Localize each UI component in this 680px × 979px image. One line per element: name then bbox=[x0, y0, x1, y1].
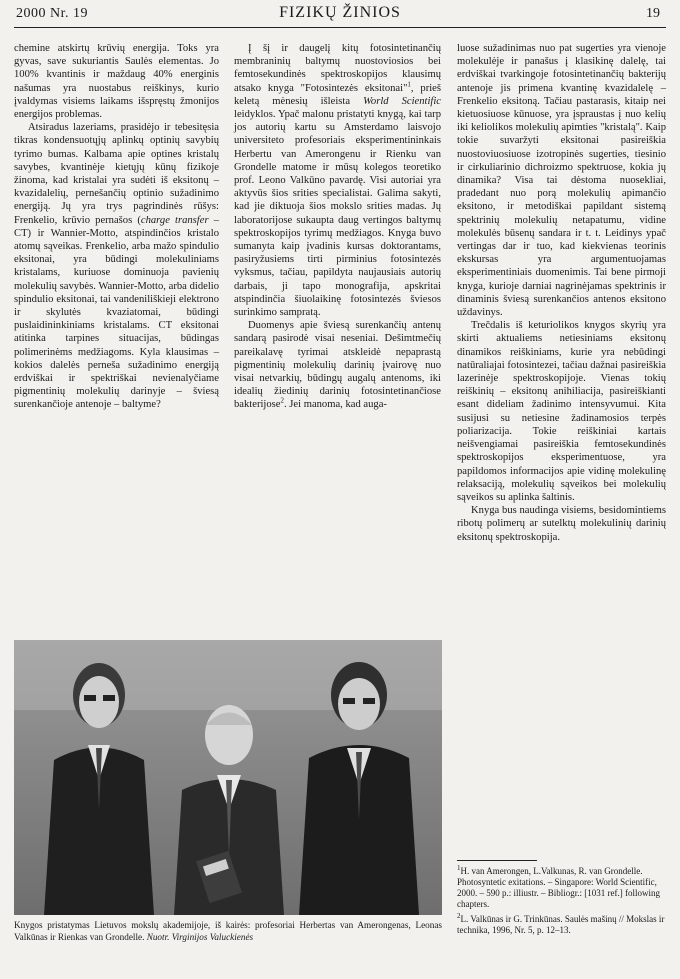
footnote-1-text: H. van Amerongen, L.Valkunas, R. van Grondelle. Photosyntetic exitations. – Singapore: World Scientific, 2000. – 590 p.: illiustr. – Bibliogr.: [1031 ref.] following chapters. bbox=[457, 866, 660, 909]
footnote-ref-1: 1 bbox=[407, 80, 411, 89]
col1-paragraph-1: chemine atskirtų krūvių energija. Toks yra gyvas, save sukuriantis Saulės elementas. Jo 100% kvantinis ir maždaug 40% energinis našumas yra nuostabus reiškinys, kurio įvaldymas visiems laikams išspręstų žmonijos energijos problemas. bbox=[14, 43, 219, 121]
column-1 bbox=[14, 42, 219, 412]
col1-p2-text-a: Atsiradus lazeriams, prasidėjo ir tebesitęsia tikras kondensuotųjų aplinkų optinių savybių tyrimo bumas. Kalbama apie optines kristalų savybes, kvantinėje kietųjų kūnų fizikoje žinoma, kad kristalai yra sudėti iš eksitonų – kvazidalelių, pernešančių optinio sužadinimo energiją. Jų yra trys pagrindinės rūšys: Frenkelio, krūvio pernašos ( bbox=[14, 122, 219, 226]
col2-p1-text-c: leidyklos. Ypač malonu pristatyti knygą, kai tarp jos autorių kartu su Amsterdamo laisvojo universiteto profesoriais eksperimentininkais Herbertu van Amerongenu ir Rienku van Grondelle matome ir mūsų kolegos teoretiko prof. Leono Valkūno pavardę. Visi autoriai yra aktyvūs šios srities specialistai. Galima sakyti, kad jie diktuoja šios mokslo srities madas. Jų laboratorijose sukaupta daug vertingos baltymų spektroskopijos tyrimų medžiagos. Knyga buvo sumanyta kaip įvadinis kursas doktorantams, pasiryžusiems tirti pirminius fotosintezės vyksmus, tačiau, papildyta naujausiais autorių darbais, ji tapo monografija, apskritai atspindinčia šiuolaikinę fotosintezės šviesos surinkimo sampratą. bbox=[234, 109, 441, 319]
photo-illustration bbox=[14, 640, 442, 915]
footnote-2-text: L. Valkūnas ir G. Trinkūnas. Saulės mašinų // Mokslas ir technika, 1996, Nr. 5, p. 12–13. bbox=[457, 914, 665, 935]
col1-paragraph-2 bbox=[14, 121, 219, 411]
footnote-1-number: 1 bbox=[457, 864, 461, 872]
col1-p2-text-b: – CT) ir Wannier-Motto, atspindinčios kristalo atomų sąveikas. Frenkelio, arba mažo spindulio eksitonai, yra būdingi molekuliniams kristalams, kuriuose dominuoja pavienių molekulių savybės. Wannier-Motto, arba didelio spindulio eksitonai, tai vandeniliškieji elektrono ir skylutės kvaziatomai, būdingi puslaidininkiniams kristalams. CT eksitonai atitinka tarpines situacijas, būdingas polimerinėms medžiagoms. Kyla klausimas – kokios dalelės perneša sužadinimo energiją erdviškai ir spektriškai nevienalyčiame pigmentinių molekulių darinyje – šviesą surenkančioje antenoje – baltyme? bbox=[14, 214, 219, 411]
col2-paragraph-1 bbox=[234, 42, 441, 319]
page-header bbox=[0, 0, 680, 30]
caption-text: Knygos pristatymas Lietuvos mokslų akademijoje, iš kairės: profesoriai Herbertas van Amerongenas, Leonas Valkūnas ir Rienkas van Grondelle. bbox=[14, 920, 442, 942]
col1-p2-italic: charge transfer bbox=[140, 214, 209, 226]
book-presentation-photo bbox=[14, 640, 442, 915]
footnote-ref-2: 2 bbox=[280, 396, 284, 405]
col3-paragraph-3: Knyga bus naudinga visiems, besidomintiems ribotų polimerų ar sutelktų molekulinių darinių eksitonų spektroskopija. bbox=[457, 505, 666, 543]
footnote-2-number: 2 bbox=[457, 912, 461, 920]
col2-p1-text-a: Į šį ir daugelį kitų fotosintetinančių membraninių baltymų nuostoviosios bei femtosekundinės spektroskopijos klausimų atsako knyga "Fotosintezės eksitonai" bbox=[234, 43, 441, 94]
footnote-2 bbox=[457, 914, 666, 936]
column-2 bbox=[234, 42, 441, 412]
col3-paragraph-1: luose sužadinimas nuo pat sugerties yra vienoje molekulėje ir panašus į klasikinę dalelę, tai erdviškai tvarkingoje fotosintetinančių bakterijų antenoje jis primena kvantinę kvazidalelę – Frenkelio eksitoną. Tačiau pastarasis, kitaip nei kietuosiuose kūnuose, yra įspraustas į nuo kelių iki keliolikos molekulių apimties "kristalą". Kaip tokie suvaržyti eksitonai pasireiškia nuostoviuosiuose izotropinės sugerties, tiesinio ir cirkuliarinio dichroizmo spektruose, kokia jų dinamika? Visa tai dėstoma nuosekliai, pradedant nuo porą molekulių apimančio eksitono, ir metodiškai papildant sistemą spektrinių molekulių netapatumu, vidine molekulės būsenų sandara ir t. t. Leidinys ypač vertingas dar ir tuo, kad kiekvienas teorinis ekskursas yra argumentuojamas eksperimentiniais duomenimis. Tai bene pirmoji knyga, kurioje darniai nagrinėjamas spektrinis ir dinaminis šviesą surenkančios antenos eksitono uždavinys. bbox=[457, 43, 666, 319]
issue-label: 2000 Nr. 19 bbox=[16, 6, 88, 21]
col2-p1-italic: World Scientific bbox=[363, 95, 442, 107]
col3-paragraph-2: Trečdalis iš keturiolikos knygos skyrių yra skirti aktualiems netiesiniams eksitonų dinamikos reiškiniams, kurie yra nebūdingi natūraliajai fotosintezei, tačiau dažnai pasireiškia lazerinėje spektroskopijoje. Vienas tokių reiškinių – eksitonų anihiliacija, pasireiškianti esant dideliam žadinimo intensyvumui. Kita susijusi su netiesine žadinamosios terpės poliarizacija. Tokie reiškiniai kartais neišvengiamai pasireiškia femtosekundinės spektroskopijos eksperimentuose, yra papildomos informacijos apie vidinę molekulinę relaksaciją, molekulių sąveikos bei molekulių sąveikos su aplinka šaltinis. bbox=[457, 320, 666, 503]
column-3 bbox=[457, 42, 666, 544]
col2-p2-text-b: . Jei manoma, kad auga- bbox=[283, 399, 387, 411]
footnote-rule bbox=[457, 860, 537, 861]
page-number: 19 bbox=[646, 6, 660, 21]
col2-paragraph-2 bbox=[234, 319, 441, 411]
footnote-1 bbox=[457, 866, 666, 910]
journal-title: FIZIKŲ ŽINIOS bbox=[279, 4, 401, 21]
col2-p1-text-b: , prieš keletą mėnesių išleista bbox=[234, 82, 442, 107]
footnotes bbox=[457, 866, 666, 940]
photo-credit: Nuotr. Virginijos Valuckienės bbox=[146, 931, 254, 942]
photo-caption bbox=[14, 920, 442, 943]
header-rule bbox=[14, 27, 666, 28]
col2-p2-text-a: Duomenys apie šviesą surenkančių antenų sandarą pasirodė visai neseniai. Dešimtmečių pareikalavę tyrimai atskleidė nepaprastą pigmentinių molekulių darinių įvairovę nuo visai netvarkių, būdingų augalų antenoms, iki idealių žiedinių darinių fotosintetinančiose bakterijose bbox=[234, 320, 441, 411]
